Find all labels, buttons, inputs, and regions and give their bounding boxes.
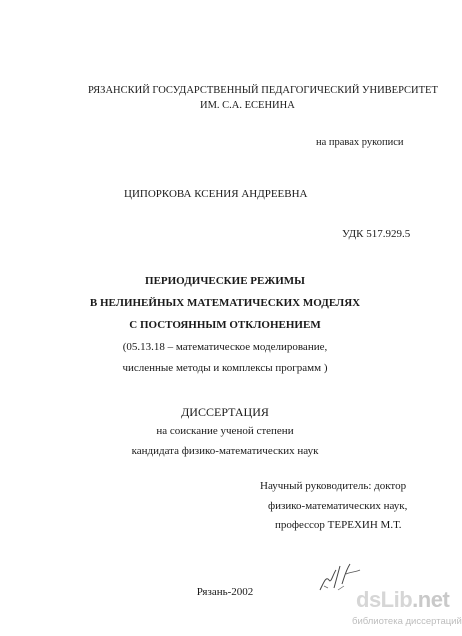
dslib-logo (356, 587, 449, 613)
udc-code: УДК 517.929.5 (342, 228, 411, 240)
degree-line-1: на соискание ученой степени (156, 425, 294, 437)
title-line-1: ПЕРИОДИЧЕСКИЕ РЕЖИМЫ (145, 275, 305, 287)
supervisor-line-3: профессор ТЕРЕХИН М.Т. (275, 519, 402, 531)
watermark-caption: библиотека диссертаций (352, 616, 462, 627)
supervisor-line-1: Научный руководитель: доктор (260, 480, 407, 492)
dslib-watermark (352, 585, 462, 633)
dissertation-heading: ДИССЕРТАЦИЯ (181, 405, 269, 419)
title-line-2: В НЕЛИНЕЙНЫХ МАТЕМАТИЧЕСКИХ МОДЕЛЯХ (89, 297, 361, 309)
title-line-3: С ПОСТОЯННЫМ ОТКЛОНЕНИЕМ (129, 319, 321, 331)
specialty-line-1: (05.13.18 – математическое моделирование, (122, 341, 328, 353)
university-name: РЯЗАНСКИЙ ГОСУДАРСТВЕННЫЙ ПЕДАГОГИЧЕСКИЙ УНИВЕРСИТЕТ (88, 85, 438, 96)
degree-line-2: кандидата физико-математических наук (131, 445, 319, 457)
manuscript-note: на правах рукописи (316, 137, 404, 148)
university-eponym: ИМ. С.А. ЕСЕНИНА (200, 100, 295, 111)
logo-main: dsLib (356, 587, 413, 612)
specialty-line-2: численные методы и комплексы программ ) (122, 362, 328, 374)
author-name: ЦИПОРКОВА КСЕНИЯ АНДРЕЕВНА (124, 188, 308, 200)
logo-tld: .net (412, 587, 450, 612)
supervisor-line-2: физико-математических наук, (268, 500, 408, 512)
place-year: Рязань-2002 (196, 586, 254, 598)
